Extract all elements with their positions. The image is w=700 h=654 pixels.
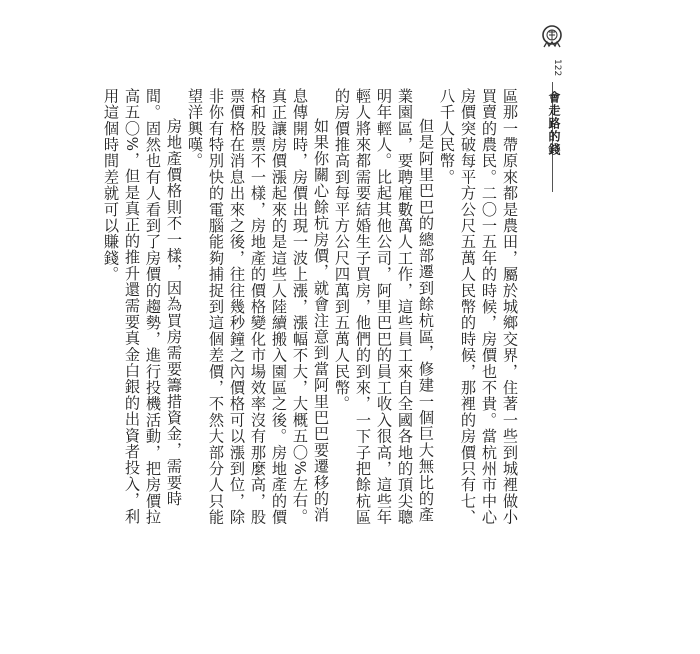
paragraph-4: 房地產價格則不一樣，因為買房需要籌措資金，需要時間。固然也有人看到了房價的趨勢，進行投機活動，把房價拉高五〇%，但是真正的推升還需要真金白銀的出資者投入，利用這個時間差就可以賺錢。 [102, 88, 183, 526]
running-title: 會走路的錢 [547, 90, 561, 156]
body-text [102, 88, 520, 528]
paragraph-1: 區那一帶原來都是農田，屬於城鄉交界，住著一些到城裡做小買賣的農民。二〇一五年的時候，房價也不貴。當杭州市中心房價突破每平方公尺五萬人民幣的時候，那裡的房價只有七、八千人民幣。 [438, 88, 519, 526]
paragraph-3: 如果你關心餘杭房價，就會注意到當阿里巴巴要遷移的消息傳開時，房價出現一波上漲，漲幅不大，大概五〇%左右。真正讓房價漲起來的是這些人陸續搬入園區之後。房地產的價格和股票不一樣，房地產的價格變化市場效率沒有那麼高，股票價格在消息出來之後，往往幾秒鐘之內價格可以漲到位，除非你有特別快的電腦能夠捕捉到這個差價，不然大部分人只能望洋興嘆。 [186, 88, 330, 526]
page-number: 122 [552, 59, 562, 77]
coin-logo-icon [535, 20, 569, 54]
paragraph-2: 但是阿里巴巴的總部遷到餘杭區，修建一個巨大無比的產業園區，要聘雇數萬人工作，這些員工來自全國各地的頂尖聰明年輕人。比起其他公司，阿里巴巴的員工收入很高，這些年輕人將來都需要結婚生子買房，他們的到來，一下子把餘杭區的房價推高到每平方公尺四萬到五萬人民幣。 [333, 88, 435, 526]
